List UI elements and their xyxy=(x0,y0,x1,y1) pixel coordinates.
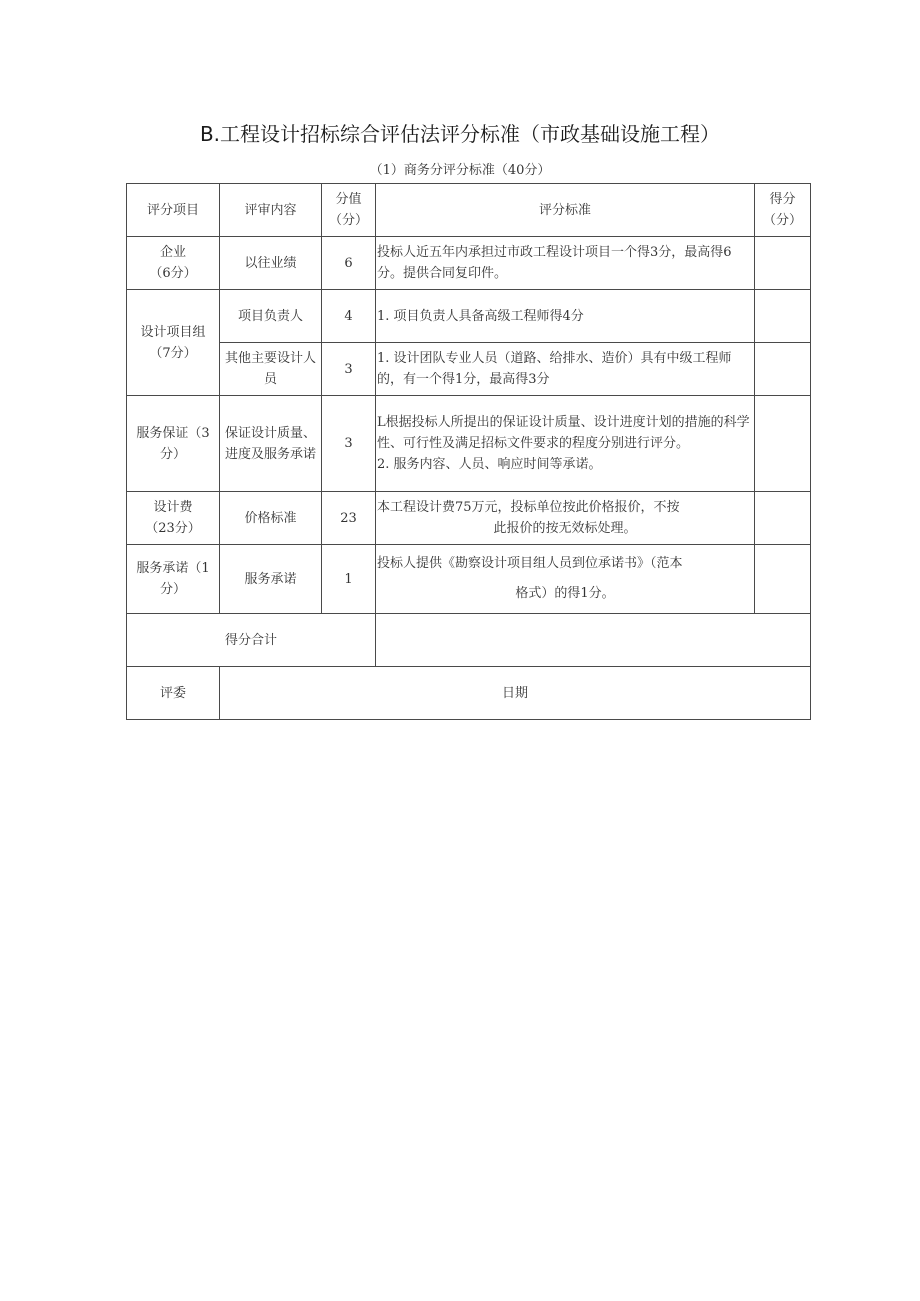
item-line2: （7分） xyxy=(149,345,197,361)
item-line1: 设计项目组 xyxy=(140,324,206,340)
criteria-paragraph-1: L根据投标人所提出的保证设计质量、设计进度计划的措施的科学性、可行性及满足招标文件要求的程度分别进行评分。 xyxy=(377,415,750,451)
content-cell: 价格标准 xyxy=(220,492,322,545)
content-cell: 其他主要设计人员 xyxy=(220,343,322,396)
header-score xyxy=(755,184,811,237)
header-points xyxy=(322,184,376,237)
header-points-line2: （分） xyxy=(328,213,368,228)
table-row xyxy=(127,545,811,614)
item-line2: （6分） xyxy=(149,266,197,281)
points-cell: 6 xyxy=(322,237,376,290)
table-row xyxy=(127,492,811,545)
total-value-cell xyxy=(376,614,811,667)
content-cell: 项目负责人 xyxy=(220,290,322,343)
score-cell xyxy=(755,492,811,545)
criteria-line-2: 此报价的按无效标处理。 xyxy=(493,521,637,536)
table-row xyxy=(127,343,811,396)
judge-label: 评委 xyxy=(127,667,220,720)
item-line1: 设计费 xyxy=(153,500,193,515)
content-cell: 以往业绩 xyxy=(220,237,322,290)
table-subtitle: （1）商务分评分标准（40分） xyxy=(369,163,551,178)
item-line2: （23分） xyxy=(145,521,201,536)
content-cell: 服务承诺 xyxy=(220,545,322,614)
document-title: B.工程设计招标综合评估法评分标准（市政基础设施工程） xyxy=(199,122,721,146)
table-row xyxy=(127,290,811,343)
criteria-cell: 1. 设计团队专业人员（道路、给排水、造价）具有中级工程师的，有一个得1分，最高得3分 xyxy=(376,343,755,396)
criteria-line-1: 本工程设计费75万元，投标单位按此价格报价，不按 xyxy=(377,500,680,515)
points-cell: 1 xyxy=(322,545,376,614)
scoring-table xyxy=(126,183,811,720)
content-cell: 保证设计质量、进度及服务承诺 xyxy=(220,396,322,492)
total-row xyxy=(127,614,811,667)
score-cell xyxy=(755,545,811,614)
score-cell xyxy=(755,237,811,290)
criteria-cell xyxy=(376,396,755,492)
header-item: 评分项目 xyxy=(127,184,220,237)
score-cell xyxy=(755,290,811,343)
header-points-line1: 分值 xyxy=(335,192,362,207)
points-cell: 23 xyxy=(322,492,376,545)
score-cell xyxy=(755,396,811,492)
header-criteria: 评分标准 xyxy=(376,184,755,237)
header-score-line2: （分） xyxy=(762,213,802,228)
table-row xyxy=(127,396,811,492)
item-line1: 企业 xyxy=(159,245,186,260)
criteria-cell: 1. 项目负责人具备高级工程师得4分 xyxy=(376,290,755,343)
signature-row xyxy=(127,667,811,720)
points-cell: 3 xyxy=(322,343,376,396)
item-cell: 服务承诺（1分） xyxy=(127,545,220,614)
criteria-line-1: 投标人提供《勘察设计项目组人员到位承诺书》（范本 xyxy=(377,556,683,571)
criteria-cell xyxy=(376,545,755,614)
date-label: 日期 xyxy=(220,667,811,720)
criteria-paragraph-2: 2. 服务内容、人员、响应时间等承诺。 xyxy=(377,457,602,472)
item-cell: 服务保证（3分） xyxy=(127,396,220,492)
item-cell xyxy=(127,290,220,396)
table-row xyxy=(127,237,811,290)
criteria-cell xyxy=(376,492,755,545)
points-cell: 4 xyxy=(322,290,376,343)
header-content: 评审内容 xyxy=(220,184,322,237)
item-cell xyxy=(127,237,220,290)
score-cell xyxy=(755,343,811,396)
item-cell xyxy=(127,492,220,545)
header-row xyxy=(127,184,811,237)
header-score-line1: 得分 xyxy=(769,192,796,207)
total-label: 得分合计 xyxy=(127,614,376,667)
criteria-line-2: 格式）的得1分。 xyxy=(515,586,615,601)
points-cell: 3 xyxy=(322,396,376,492)
criteria-cell: 投标人近五年内承担过市政工程设计项目一个得3分，最高得6分。提供合同复印件。 xyxy=(376,237,755,290)
